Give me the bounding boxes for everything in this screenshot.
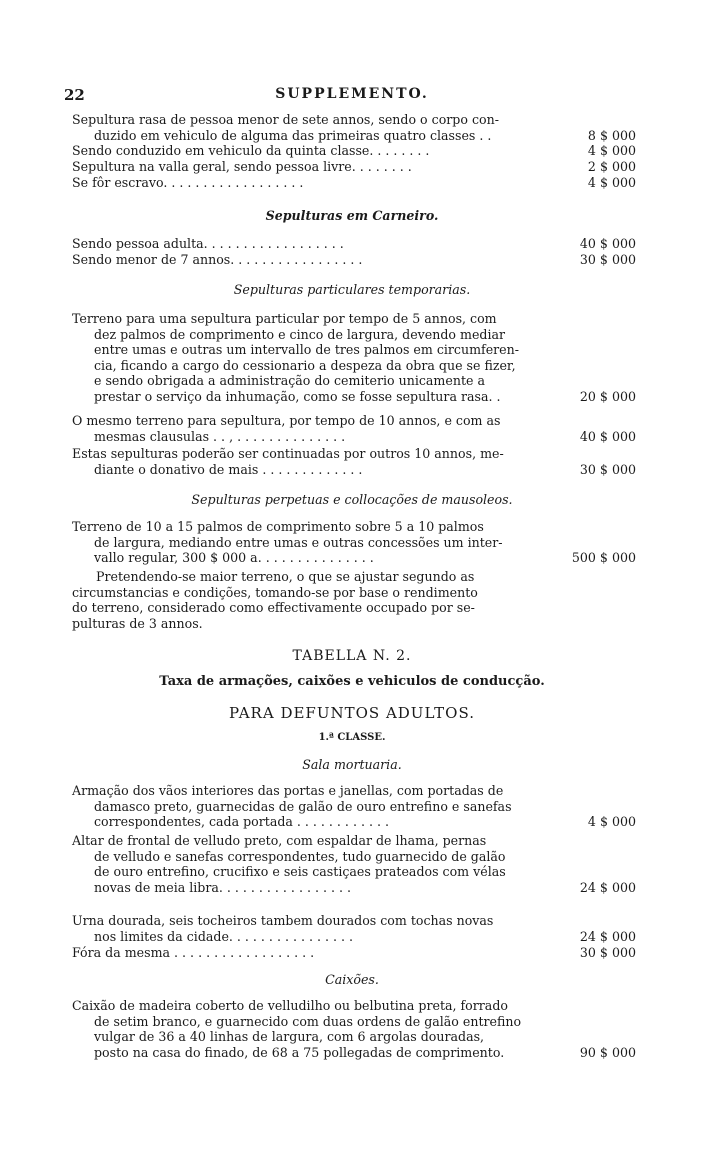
text-line: Sendo pessoa adulta. . . . . . . . . . . . . . . . . . 40 $ 000 — [72, 236, 636, 251]
section-heading: TABELLA N. 2. — [292, 648, 412, 664]
tariff-entry — [72, 112, 636, 143]
text-line: Armação dos vãos interiores das portas e janellas, com portadas de — [72, 783, 504, 798]
text-line: Terreno de 10 a 15 palmos de comprimento sobre 5 a 10 palmos — [72, 519, 484, 534]
text-line: prestar o serviço da inhumação, como se fosse sepultura rasa. . 20 $ 000 — [94, 388, 636, 404]
tariff-entry — [72, 413, 636, 444]
text-line: Sendo menor de 7 annos. . . . . . . . . . . . . . . . . 30 $ 000 — [72, 252, 636, 267]
tariff-entry — [72, 446, 636, 477]
text-line: Sepultura rasa de pessoa menor de sete annos, sendo o corpo con- — [72, 112, 499, 127]
running-head: SUPPLEMENTO. — [275, 86, 429, 102]
text-line: Se fôr escravo. . . . . . . . . . . . . . . . . . 4 $ 000 — [72, 175, 636, 190]
paragraph — [72, 569, 636, 631]
price-value: 8 $ 000 — [587, 127, 636, 143]
page-header — [64, 86, 640, 106]
text-line: Terreno para uma sepultura particular por tempo de 5 annos, com — [72, 311, 497, 326]
section-heading: Taxa de armações, caixões e vehiculos de conducção. — [159, 674, 545, 689]
text-line: O mesmo terreno para sepultura, por tempo de 10 annos, e com as — [72, 413, 501, 428]
text-line: posto na casa do finado, de 68 a 75 pollegadas de comprimento. 90 $ 000 — [94, 1044, 636, 1060]
text-line: de largura, mediando entre umas e outras concessões um inter- — [94, 534, 503, 550]
price-value: 40 $ 000 — [579, 428, 636, 444]
section-heading: Caixões. — [325, 972, 379, 987]
text-line: do terreno, considerado como effectivamente occupado por se- — [72, 600, 475, 615]
tariff-entry — [72, 913, 636, 944]
text-line: duzido em vehiculo de alguma das primeiras quatro classes . . 8 $ 000 — [94, 127, 636, 143]
text-line: Fóra da mesma . . . . . . . . . . . . . . . . . . 30 $ 000 — [72, 945, 636, 960]
tariff-entry — [72, 143, 636, 159]
price-value: 4 $ 000 — [587, 814, 636, 829]
price-value: 90 $ 000 — [579, 1044, 636, 1060]
text-line: pulturas de 3 annos. — [72, 615, 203, 631]
tariff-entry — [72, 998, 636, 1060]
section-heading: Sepulturas em Carneiro. — [265, 208, 439, 223]
price-value: 24 $ 000 — [579, 928, 636, 944]
price-value: 24 $ 000 — [579, 879, 636, 895]
tariff-entry — [72, 519, 636, 566]
section-heading: Sepulturas particulares temporarias. — [233, 282, 471, 297]
price-value: 4 $ 000 — [587, 143, 636, 158]
section-heading: Sepulturas perpetuas e collocações de mausoleos. — [191, 492, 513, 507]
section-heading: Sala mortuaria. — [302, 757, 402, 772]
text-line: entre umas e outras um intervallo de tres palmos em circumferen- — [94, 342, 519, 357]
text-line: mesmas clausulas . . , . . . . . . . . . . . . . . 40 $ 000 — [94, 428, 636, 444]
price-value: 20 $ 000 — [579, 388, 636, 404]
price-value: 2 $ 000 — [587, 159, 636, 174]
price-value: 500 $ 000 — [571, 550, 636, 565]
text-line: Sepultura na valla geral, sendo pessoa livre. . . . . . . . 2 $ 000 — [72, 159, 636, 174]
text-line: Estas sepulturas poderão ser continuadas por outros 10 annos, me- — [72, 446, 504, 461]
price-value: 30 $ 000 — [579, 252, 636, 267]
text-line: cia, ficando a cargo do cessionario a despeza da obra que se fizer, — [94, 357, 516, 373]
text-line: Caixão de madeira coberto de velludilho ou belbutina preta, forrado — [72, 998, 508, 1013]
price-value: 4 $ 000 — [587, 175, 636, 190]
tariff-entry — [72, 175, 636, 191]
tariff-entry — [72, 945, 636, 961]
section-heading: 1.ª CLASSE. — [318, 732, 386, 743]
text-line: vulgar de 36 a 40 linhas de largura, com 6 argolas douradas, — [94, 1029, 485, 1044]
text-line: damasco preto, guarnecidas de galão de ouro entrefino e sanefas — [94, 798, 512, 814]
text-line: Sendo conduzido em vehiculo da quinta classe. . . . . . . . 4 $ 000 — [72, 143, 636, 158]
text-line: circumstancias e condições, tomando-se por base o rendimento — [72, 584, 478, 600]
text-line: novas de meia libra. . . . . . . . . . . . . . . . . 24 $ 000 — [94, 879, 636, 895]
tariff-entry — [72, 159, 636, 175]
tariff-entry — [72, 252, 636, 268]
price-value: 30 $ 000 — [579, 945, 636, 960]
text-line: Altar de frontal de velludo preto, com espaldar de lhama, pernas — [72, 833, 487, 848]
text-line: dez palmos de comprimento e cinco de largura, devendo mediar — [94, 326, 506, 342]
text-line: de setim branco, e guarnecido com duas ordens de galão entrefino — [94, 1013, 522, 1029]
text-line: Pretendendo-se maior terreno, o que se ajustar segundo as — [96, 569, 475, 584]
tariff-entry — [72, 833, 636, 895]
text-line: de ouro entrefino, crucifixo e seis castiçaes prateados com vélas — [94, 864, 506, 879]
text-line: de velludo e sanefas correspondentes, tudo guarnecido de galão — [94, 848, 506, 864]
tariff-entry — [72, 311, 636, 404]
price-value: 30 $ 000 — [579, 461, 636, 477]
page-number: 22 — [64, 86, 85, 104]
tariff-entry — [72, 783, 636, 830]
text-line: vallo regular, 300 $ 000 a. . . . . . . . . . . . . . . 500 $ 000 — [94, 550, 636, 565]
text-line: Urna dourada, seis tocheiros tambem dourados com tochas novas — [72, 913, 494, 928]
text-line: diante o donativo de mais . . . . . . . . . . . . . 30 $ 000 — [94, 461, 636, 477]
tariff-entry — [72, 236, 636, 252]
text-line: correspondentes, cada portada . . . . . . . . . . . . 4 $ 000 — [94, 814, 636, 829]
text-line: e sendo obrigada a administração do cemiterio unicamente a — [94, 373, 485, 388]
price-value: 40 $ 000 — [579, 236, 636, 251]
text-line: nos limites da cidade. . . . . . . . . . . . . . . . 24 $ 000 — [94, 928, 636, 944]
section-heading: PARA DEFUNTOS ADULTOS. — [229, 704, 475, 722]
